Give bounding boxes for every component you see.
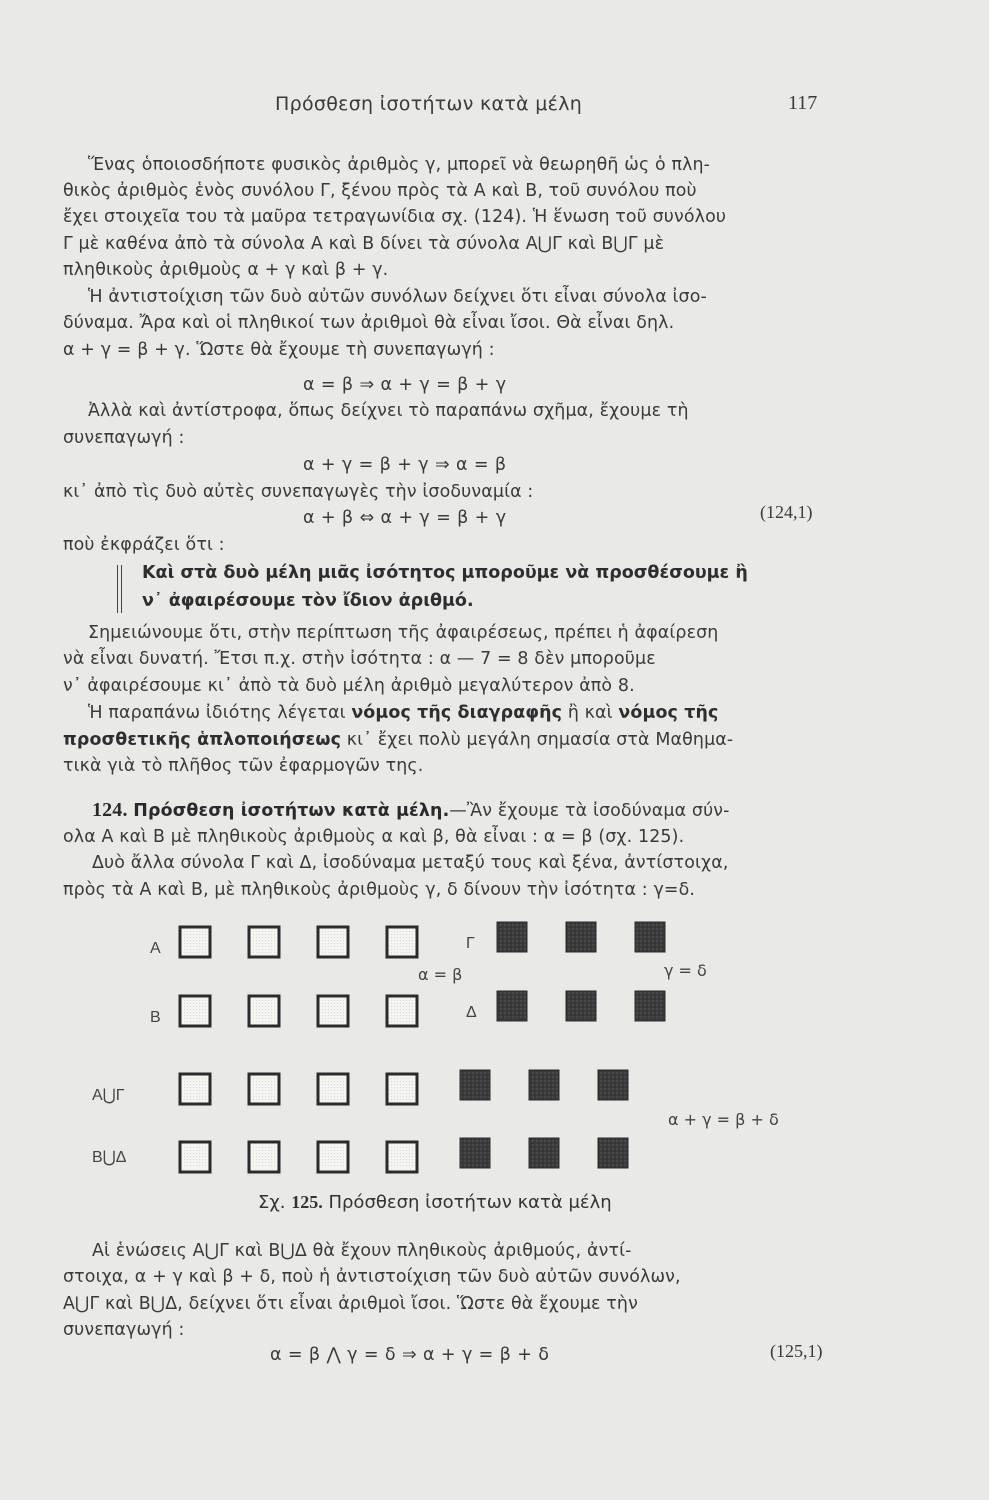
text-line: πληθικοὺς ἀριθμοὺς α + γ καὶ β + γ.	[63, 260, 389, 280]
rule-text-line: ν᾿ ἀφαιρέσουμε τὸν ἴδιον ἀριθμό.	[142, 591, 474, 611]
union-AG-white-element-inner	[322, 1078, 344, 1100]
text-line: τικὰ γιὰ τὸ πλῆθος τῶν ἐφαρμογῶν της.	[63, 756, 424, 776]
equation-number: (125,1)	[770, 1341, 823, 1361]
running-header: Πρόσθεση ἰσοτήτων κατὰ μέλη	[275, 93, 583, 115]
text-line: Αἱ ἑνώσεις Α⋃Γ καὶ Β⋃Δ θὰ ἔχουν πληθικοὺς ἀριθμούς, ἀντί-	[92, 1241, 632, 1261]
caption-prefix: Σχ.	[258, 1192, 286, 1213]
rule-text-line: Καὶ στὰ δυὸ μέλη μιᾶς ἰσότητος μποροῦμε νὰ προσθέσουμε ἢ	[142, 563, 748, 583]
union-AG-black-element	[598, 1070, 628, 1100]
set-A-element-inner	[391, 931, 413, 953]
caption-number: 125.	[291, 1192, 323, 1212]
label-union-BD: Β⋃Δ	[92, 1149, 127, 1166]
text-span: Ἡ παραπάνω ἰδιότης λέγεται	[88, 703, 346, 723]
set-A-element-inner	[322, 931, 344, 953]
section-title: Πρόσθεση ἰσοτήτων κατὰ μέλη.	[133, 801, 450, 821]
text-line: Ἡ ἀντιστοίχιση τῶν δυὸ αὐτῶν συνόλων δείχνει ὅτι εἶναι σύνολα ἰσο-	[88, 287, 707, 307]
text-line: Ἕνας ὁποιοσδήποτε φυσικὸς ἀριθμὸς γ, μπορεῖ νὰ θεωρηθῆ ὡς ὁ πλη-	[88, 155, 711, 175]
set-G-element	[635, 922, 665, 952]
figure-equation-sum: α + γ = β + δ	[668, 1110, 779, 1129]
set-D-element	[566, 991, 596, 1021]
equation: α = β ⋀ γ = δ ⇒ α + γ = β + δ	[270, 1345, 550, 1365]
text-line: Γ μὲ καθένα ἀπὸ τὰ σύνολα Α καὶ Β δίνει τὰ σύνολα Α⋃Γ καὶ Β⋃Γ μὲ	[63, 234, 665, 254]
text-line: συνεπαγωγή :	[63, 1320, 185, 1340]
caption-title: Πρόσθεση ἰσοτήτων κατὰ μέλη	[328, 1192, 612, 1213]
equation: α = β ⇒ α + γ = β + γ	[303, 375, 507, 395]
text-line: Α⋃Γ καὶ Β⋃Δ, δείχνει ὅτι εἶναι ἀριθμοὶ ἴσοι. Ὥστε θὰ ἔχουμε τὴν	[63, 1294, 638, 1314]
text-line: στοιχα, α + γ καὶ β + δ, ποὺ ἡ ἀντιστοίχιση τῶν δυὸ αὐτῶν συνόλων,	[63, 1267, 681, 1287]
term-additive-simplification: προσθετικῆς ἁπλοποιήσεως	[63, 730, 342, 750]
label-set-D: Δ	[466, 1004, 477, 1021]
union-BD-white-element-inner	[391, 1146, 413, 1168]
text-line: α + γ = β + γ. Ὥστε θὰ ἔχουμε τὴ συνεπαγωγή :	[63, 340, 495, 360]
union-AG-white-element-inner	[253, 1078, 275, 1100]
set-G-element	[566, 922, 596, 952]
term-law-of: νόμος τῆς	[618, 703, 719, 723]
figure-equation-gd: γ = δ	[664, 961, 707, 980]
text-line: Δυὸ ἄλλα σύνολα Γ καὶ Δ, ἰσοδύναμα μεταξύ τους καὶ ξένα, ἀντίστοιχα,	[92, 853, 729, 873]
text-span: ἢ καὶ	[567, 703, 613, 723]
set-A-element-inner	[184, 931, 206, 953]
text-line: θικὸς ἀριθμὸς ἑνὸς συνόλου Γ, ξένου πρὸς τὰ Α καὶ Β, τοῦ συνόλου ποὺ	[63, 181, 697, 201]
label-set-A: Α	[150, 940, 161, 957]
equation: α + γ = β + γ ⇒ α = β	[303, 455, 507, 475]
set-D-element	[635, 991, 665, 1021]
text-line: κι᾿ ἀπὸ τὶς δυὸ αὐτὲς συνεπαγωγὲς τὴν ἰσοδυναμία :	[63, 482, 534, 502]
union-BD-white-element-inner	[253, 1146, 275, 1168]
label-set-B: Β	[150, 1009, 161, 1026]
label-union-AG: Α⋃Γ	[92, 1087, 125, 1104]
set-B-element-inner	[391, 1000, 413, 1022]
text-line: Σημειώνουμε ὅτι, στὴν περίπτωση τῆς ἀφαιρέσεως, πρέπει ἡ ἀφαίρεση	[88, 623, 719, 643]
figure-caption	[258, 1192, 612, 1213]
set-B-element-inner	[253, 1000, 275, 1022]
set-G-element	[497, 922, 527, 952]
union-AG-white-element-inner	[184, 1078, 206, 1100]
set-D-element	[497, 991, 527, 1021]
set-A-element-inner	[253, 931, 275, 953]
text-line: συνεπαγωγή :	[63, 428, 185, 448]
set-B-element-inner	[184, 1000, 206, 1022]
page-number: 117	[788, 92, 818, 114]
union-BD-black-element	[529, 1138, 559, 1168]
text-line: ολα Α καὶ Β μὲ πληθικοὺς ἀριθμοὺς α καὶ β, θὰ εἶναι : α = β (σχ. 125).	[63, 827, 685, 847]
union-BD-white-element-inner	[322, 1146, 344, 1168]
text-line: δύναμα. Ἄρα καὶ οἱ πληθικοί των ἀριθμοὶ θὰ εἶναι ἴσοι. Θὰ εἶναι δηλ.	[63, 313, 675, 333]
section-number: 124.	[92, 799, 128, 821]
equation-number: (124,1)	[760, 502, 813, 522]
union-BD-white-element-inner	[184, 1146, 206, 1168]
union-BD-black-element	[460, 1138, 490, 1168]
union-AG-white-element-inner	[391, 1078, 413, 1100]
text-line: ν᾿ ἀφαιρέσουμε κι᾿ ἀπὸ τὰ δυὸ μέλη ἀριθμὸ μεγαλύτερον ἀπὸ 8.	[63, 676, 635, 696]
text-span: κι᾿ ἔχει πολὺ μεγάλη σημασία στὰ Μαθημα-	[346, 730, 734, 750]
text-line: ἔχει στοιχεῖα του τὰ μαῦρα τετραγωνίδια σχ. (124). Ἡ ἕνωση τοῦ συνόλου	[63, 207, 727, 227]
figure-equation-ab: α = β	[418, 965, 463, 984]
term-cancellation-law: νόμος τῆς διαγραφῆς	[351, 703, 563, 723]
text-line: νὰ εἶναι δυνατή. Ἔτσι π.χ. στὴν ἰσότητα : α — 7 = 8 δὲν μποροῦμε	[63, 649, 656, 669]
equation: α + β ⇔ α + γ = β + γ	[303, 508, 507, 528]
union-AG-black-element	[529, 1070, 559, 1100]
union-AG-black-element	[460, 1070, 490, 1100]
text-line: πρὸς τὰ Α καὶ Β, μὲ πληθικοὺς ἀριθμοὺς γ, δ δίνουν τὴν ἰσότητα : γ=δ.	[63, 880, 696, 900]
text-line: Ἀλλὰ καὶ ἀντίστροφα, ὅπως δείχνει τὸ παραπάνω σχῆμα, ἔχουμε τὴ	[88, 401, 689, 421]
label-set-G: Γ	[466, 935, 475, 952]
text-line: ποὺ ἐκφράζει ὅτι :	[63, 535, 225, 555]
text-span: —Ἂν ἔχουμε τὰ ἰσοδύναμα σύν-	[449, 801, 730, 821]
set-B-element-inner	[322, 1000, 344, 1022]
union-BD-black-element	[598, 1138, 628, 1168]
